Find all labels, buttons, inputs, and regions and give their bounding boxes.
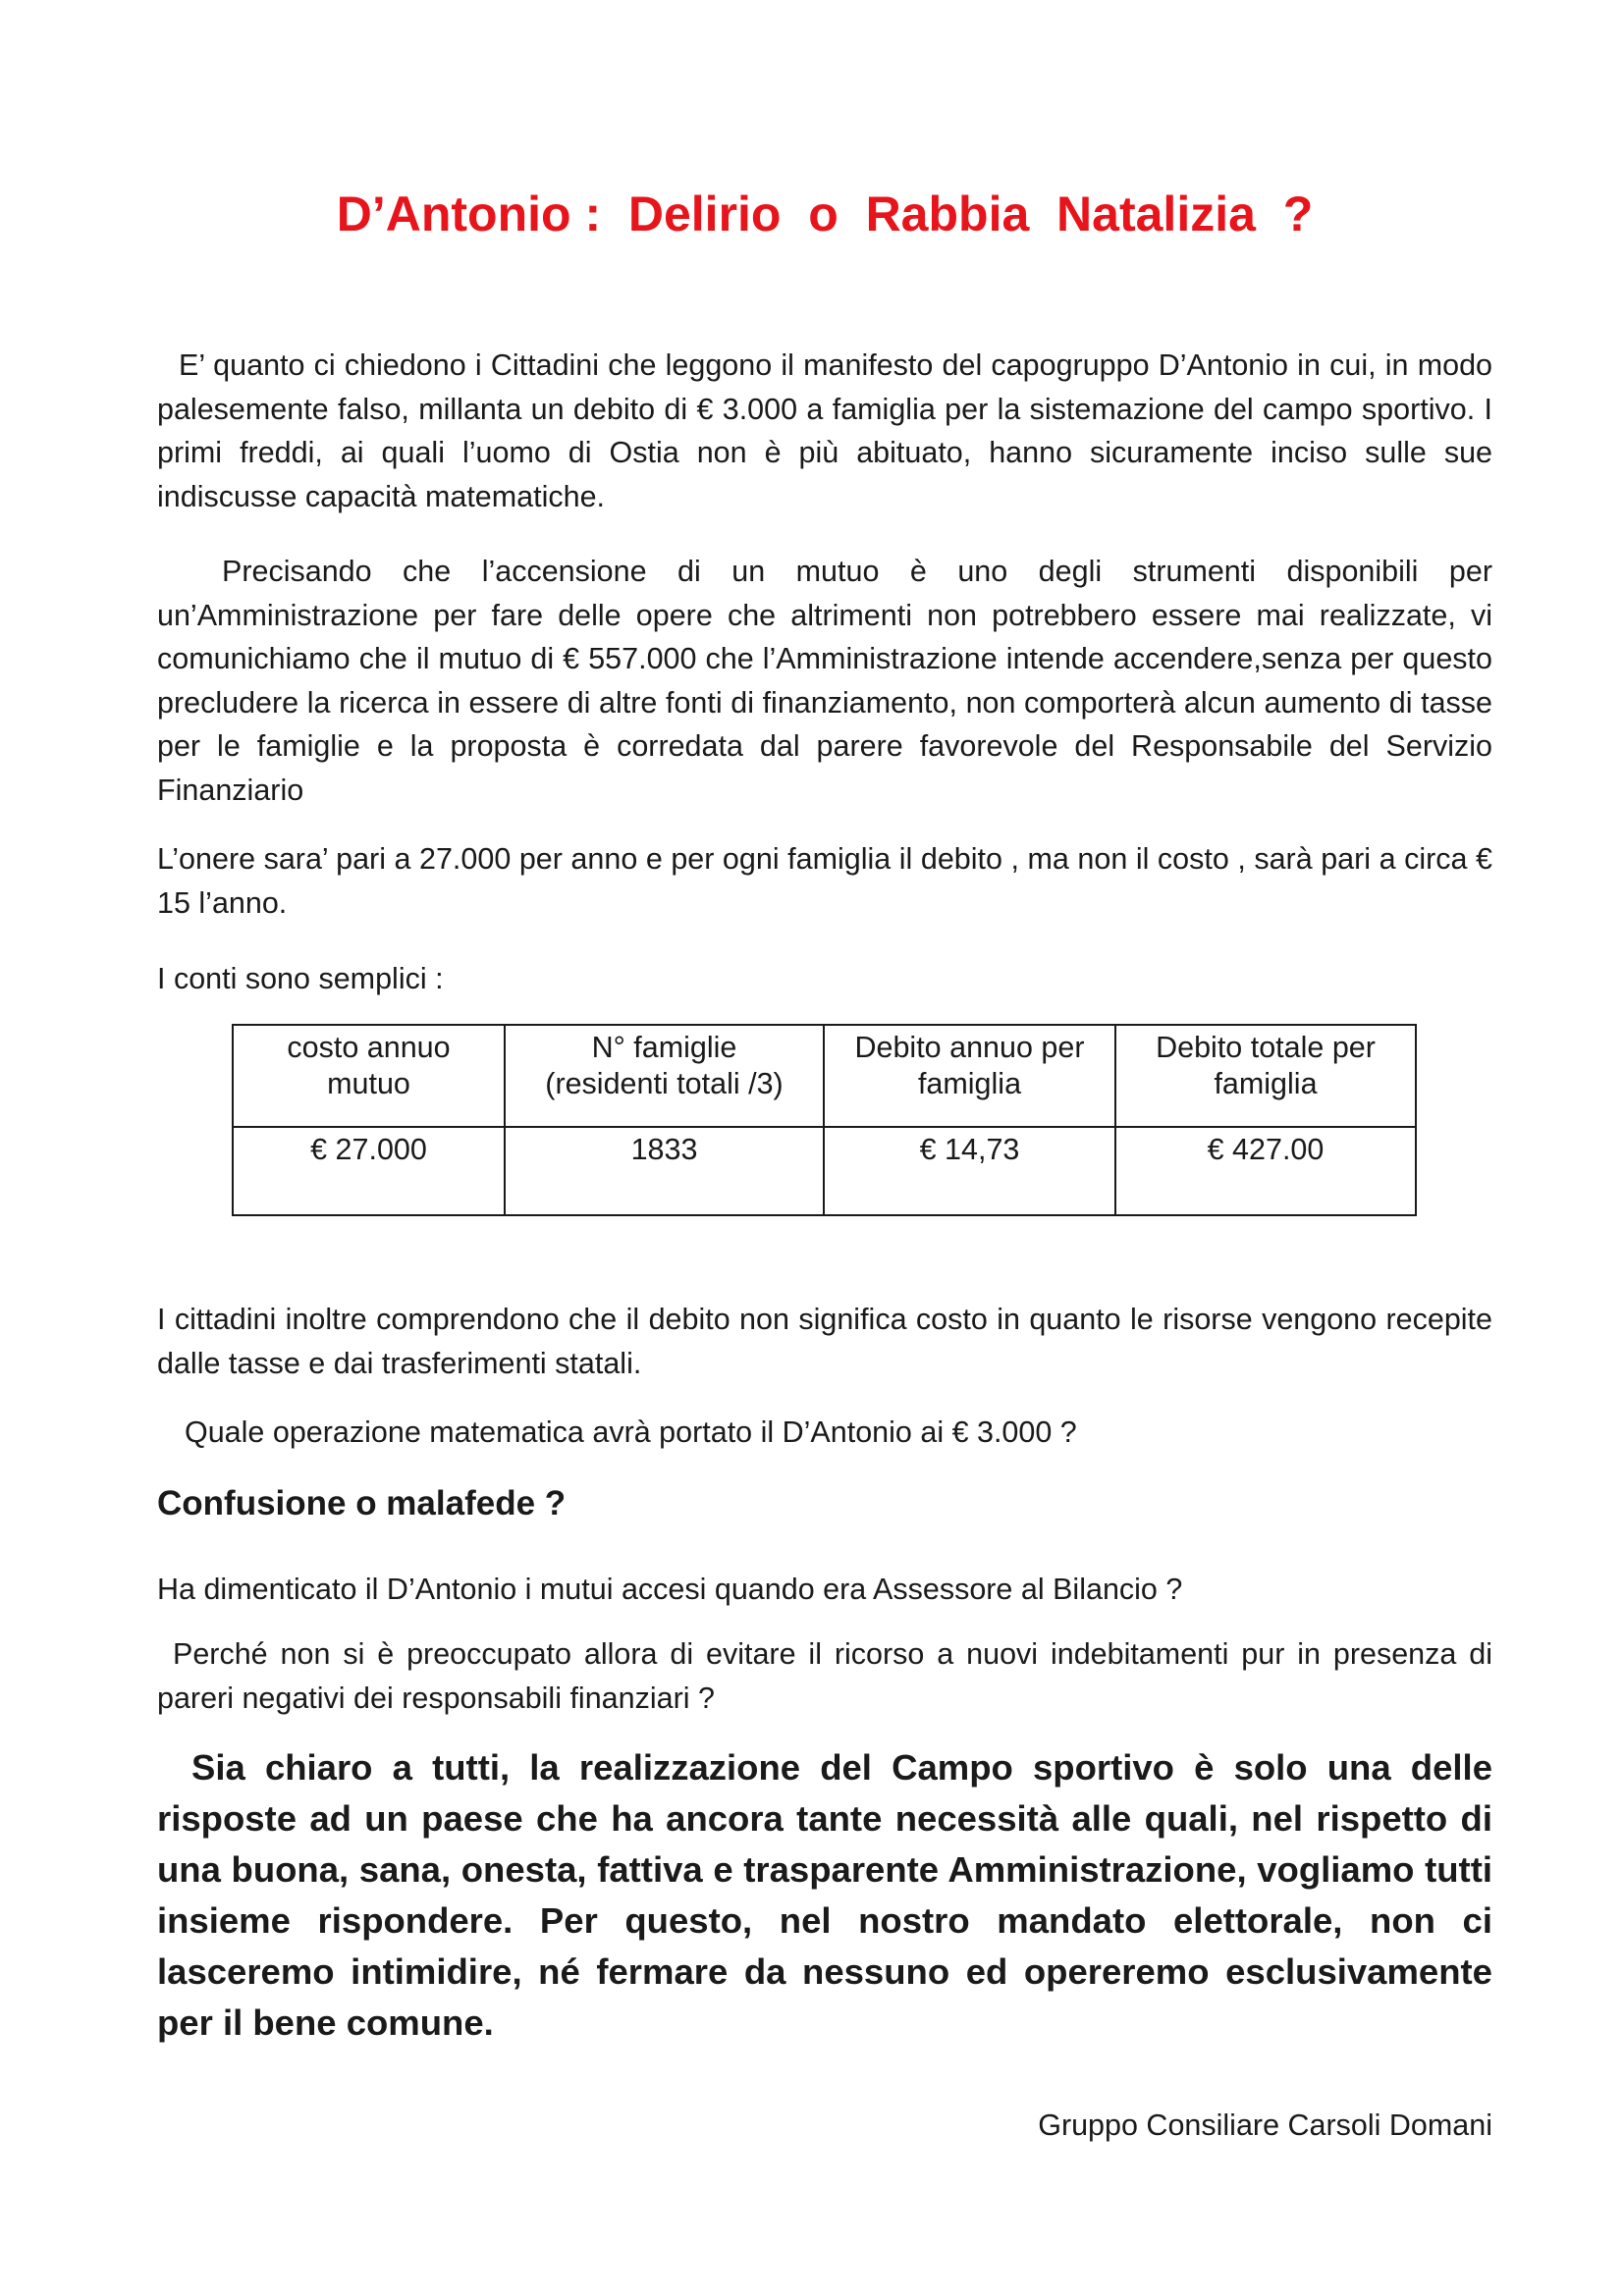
table-header-cell: Debito annuo per famiglia bbox=[824, 1025, 1115, 1127]
table-header-cell: Debito totale per famiglia bbox=[1115, 1025, 1416, 1127]
table-cell: € 14,73 bbox=[824, 1127, 1115, 1215]
paragraph-preoccupato: Perché non si è preoccupato allora di evitare il ricorso a nuovi indebitamenti pur in presenza di pareri negativi dei responsabili finanziari ? bbox=[157, 1637, 1492, 1715]
table-cell: € 27.000 bbox=[233, 1127, 505, 1215]
paragraph-mutuo: Precisando che l’accensione di un mutuo è uno degli strumenti disponibili per un’Amministrazione per fare delle opere che altrimenti non potrebbero essere mai realizzate, vi comunichiamo che il mutuo di € 557.000 che l’Amministrazione intende accendere,senza per questo precludere la ricerca in essere di altre fonti di finanziamento, non comporterà alcun aumento di tasse per le famiglie e la proposta è corredata dal parere favorevole del Responsabile del Servizio Finanziario bbox=[157, 555, 1492, 807]
signature: Gruppo Consiliare Carsoli Domani bbox=[1038, 2109, 1492, 2142]
paragraph-cittadini: I cittadini inoltre comprendono che il debito non significa costo in quanto le risorse vengono recepite dalle tasse e dai trasferimenti statali. bbox=[157, 1303, 1492, 1380]
table-header-row bbox=[233, 1025, 1416, 1127]
paragraph-dimenticato: Ha dimenticato il D’Antonio i mutui accesi quando era Assessore al Bilancio ? bbox=[157, 1573, 1183, 1606]
closing-statement: Sia chiaro a tutti, la realizzazione del Campo sportivo è solo una delle risposte ad un paese che ha ancora tante necessità alle quali, nel rispetto di una buona, sana, onesta, fattiva e trasparente Amministrazione, vogliamo tutti insieme rispondere. Per questo, nel nostro mandato elettorale, non ci lasceremo intimidire, né fermare da nessuno ed opereremo esclusivamente per il bene comune. bbox=[157, 1747, 1492, 2043]
table-cell: 1833 bbox=[505, 1127, 824, 1215]
table-cell: € 427.00 bbox=[1115, 1127, 1416, 1215]
paragraph-operazione: Quale operazione matematica avrà portato il D’Antonio ai € 3.000 ? bbox=[185, 1415, 1077, 1449]
cost-table bbox=[232, 1024, 1417, 1216]
paragraph-conti: I conti sono semplici : bbox=[157, 962, 444, 995]
subheading: Confusione o malafede ? bbox=[157, 1484, 567, 1522]
table-header-cell: costo annuo mutuo bbox=[233, 1025, 505, 1127]
table-row bbox=[233, 1127, 1416, 1215]
paragraph-intro: E’ quanto ci chiedono i Cittadini che leggono il manifesto del capogruppo D’Antonio in cui, in modo palesemente falso, millanta un debito di € 3.000 a famiglia per la sistemazione del campo sportivo. I primi freddi, ai quali l’uomo di Ostia non è più abituato, hanno sicuramente inciso sulle sue indiscusse capacità matematiche. bbox=[157, 348, 1492, 513]
table-header-cell: N° famiglie (residenti totali /3) bbox=[505, 1025, 824, 1127]
page-title: D’Antonio : Delirio o Rabbia Natalizia ? bbox=[336, 187, 1314, 241]
paragraph-onere: L’onere sara’ pari a 27.000 per anno e per ogni famiglia il debito , ma non il costo , sarà pari a circa € 15 l’anno. bbox=[157, 842, 1492, 920]
